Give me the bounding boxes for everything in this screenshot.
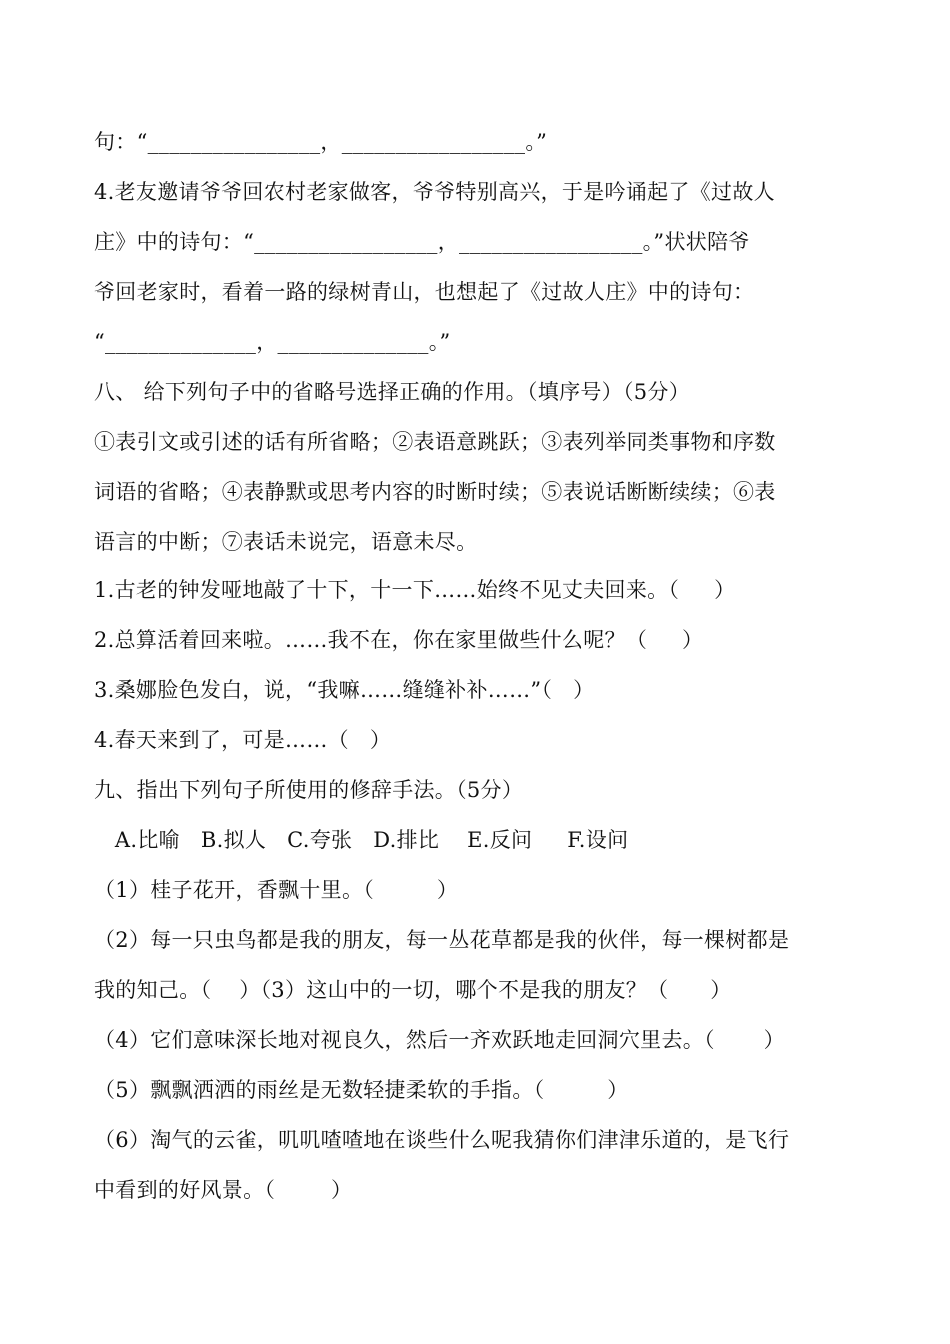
section-heading: 九、指出下列句子所使用的修辞手法。（5分） [94,778,524,802]
question-item: 2.总算活着回来啦。……我不在，你在家里做些什么呢？（ ） [94,628,704,652]
section-heading: 八、 给下列句子中的省略号选择正确的作用。（填序号）（5分） [94,380,691,404]
text-line: 句：“________________，_________________。” [94,130,548,154]
text-line: “______________，______________。” [94,330,451,354]
text-line: 庄》中的诗句：“_________________，_________________。”状状陪爷 [94,230,750,254]
question-item: （4）它们意味深长地对视良久，然后一齐欢跃地走回洞穴里去。（ ） [94,1028,785,1052]
text-line: 语言的中断；⑦表话未说完，语意未尽。 [94,530,478,554]
question-item: 1.古老的钟发哑地敲了十下，十一下……始终不见丈夫回来。（ ） [94,578,736,602]
question-item: 我的知己。（ ）（3）这山中的一切，哪个不是我的朋友？（ ） [94,978,732,1002]
question-item: 4.春天来到了，可是……（ ） [94,728,392,752]
text-line: 爷回老家时，看着一路的绿树青山，也想起了《过故人庄》中的诗句： [94,280,755,304]
options-line: A.比喻 B.拟人 C.夸张 D.排比 E.反问 F.设问 [94,828,629,852]
question-item: 3.桑娜脸色发白，说，“我嘛……缝缝补补……”（ ） [94,678,595,702]
question-item: （5）飘飘洒洒的雨丝是无数轻捷柔软的手指。（ ） [94,1078,629,1102]
question-item: （1）桂子花开，香飘十里。（ ） [94,878,459,902]
text-line: 4.老友邀请爷爷回农村老家做客，爷爷特别高兴，于是吟诵起了《过故人 [94,180,775,204]
text-line: 词语的省略；④表静默或思考内容的时断时续；⑤表说话断断续续；⑥表 [94,480,776,504]
question-item: （6）淘气的云雀，叽叽喳喳地在谈些什么呢我猜你们津津乐道的，是飞行 [94,1128,790,1152]
text-line: ①表引文或引述的话有所省略；②表语意跳跃；③表列举同类事物和序数 [94,430,776,454]
question-item: 中看到的好风景。（ ） [94,1178,353,1202]
question-item: （2）每一只虫鸟都是我的朋友，每一丛花草都是我的伙伴，每一棵树都是 [94,928,790,952]
